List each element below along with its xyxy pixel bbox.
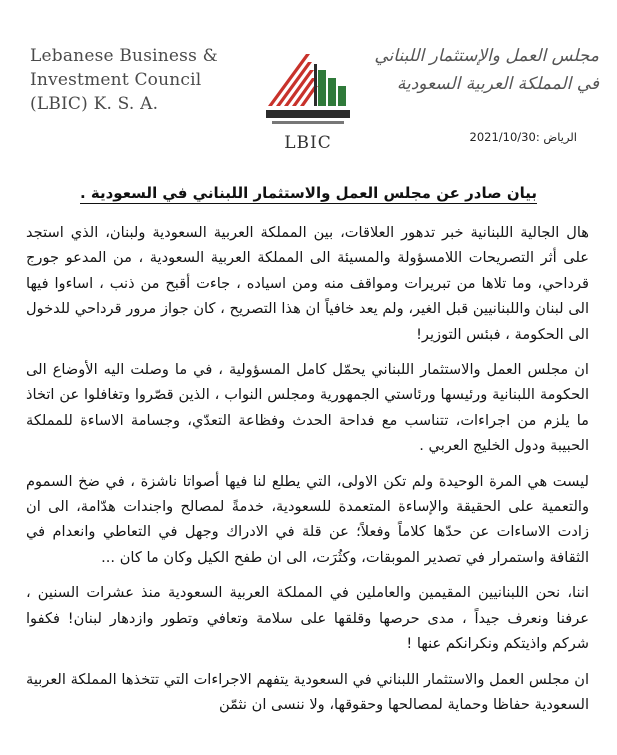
date-line: الرياض :2021/10/30 — [469, 130, 577, 144]
arabic-name-line-1: مجلس العمل والإستثمار اللبناني — [374, 46, 599, 66]
english-name-line-2: Investment Council — [30, 70, 202, 90]
english-letterhead — [30, 44, 218, 116]
arabic-letterhead — [374, 42, 599, 98]
paragraph-1: هال الجالية اللبنانية خبر تدهور العلاقات، بين المملكة العربية السعودية ولبنان، الذي استجد على أثر التصريحات اللامسؤولة والمسيئة الى المملكة العربية السعودية ، من المدعو جورج قرداحي، وما تلاها من تبريرات ومواقف منه ومن اسياده ، جاءت أقبح من ذنب ، اساءوا فيها الى لبنان واللبنانيين قبل الغير، ولم يعد خافياً ان هذا التصريح ، كان جواز مرور قرداحي للدخول الى الحكومة ، فبئس التوزير! — [26, 224, 589, 343]
paragraph-2: ان مجلس العمل والاستثمار اللبناني يحمّل كامل المسؤولية ، في ما وصلت اليه الأوضاع الى الحكومة اللبنانية ورئيسها ورئاستي الجمهورية ومجلس النواب ، الذين قصّروا وتغافلوا عن اتخاذ ما يلزم من اجراءات، تتناسب مع فداحة الحدث وفظاعة التعدّي، وجسامة الاساءة للمملكة الحبيبة ودول الخليج العربي . — [26, 361, 589, 455]
english-name-line-3: (LBIC) K. S. A. — [30, 94, 159, 114]
statement-title-text: بيان صادر عن مجلس العمل والاستثمار اللبناني في السعودية . — [79, 184, 538, 202]
statement-body — [26, 220, 589, 727]
statement-title — [40, 184, 577, 202]
arabic-name-line-2: في المملكة العربية السعودية — [396, 74, 599, 94]
paragraph-3: ليست هي المرة الوحيدة ولم تكن الاولى، التي يطلع لنا فيها أصواتا ناشزة ، في ضخ السموم والتعمية على الحقيقة والإساءة المتعمدة للسعودية، خدمةً لمصالح واجندات هدّامة، الى ان زادت الاساءات عن حدّها كلاماً وفعلاً؛ عن قلة في الادراك وجهل في التعاطي وانعدام في الثقافة واستمرار في تصدير الموبقات، وكثُرَت، الى ان طفح الكيل وكان ما كان ... — [26, 472, 589, 566]
logo-caption: LBIC — [284, 133, 332, 153]
english-name-line-1: Lebanese Business & — [30, 46, 218, 66]
paragraph-5: ان مجلس العمل والاستثمار اللبناني في السعودية يتفهم الاجراءات التي تتخذها المملكة العربية السعودية حفاظا وحماية لمصالحها وحقوقها، ولا ننسى ان نثمّن — [26, 670, 589, 713]
paragraph-4: اننا، نحن اللبنانيين المقيمين والعاملين في المملكة العربية السعودية منذ عشرات السنين ، عرفنا ونعرف جيداً ، مدى حرصها وقلقها على سلامة وتعافي وتطور وازدهار لبنان! فكفوا شركم واذيتكم ونكرانكم عنها ! — [26, 584, 589, 653]
lbic-logo-icon — [258, 48, 358, 128]
